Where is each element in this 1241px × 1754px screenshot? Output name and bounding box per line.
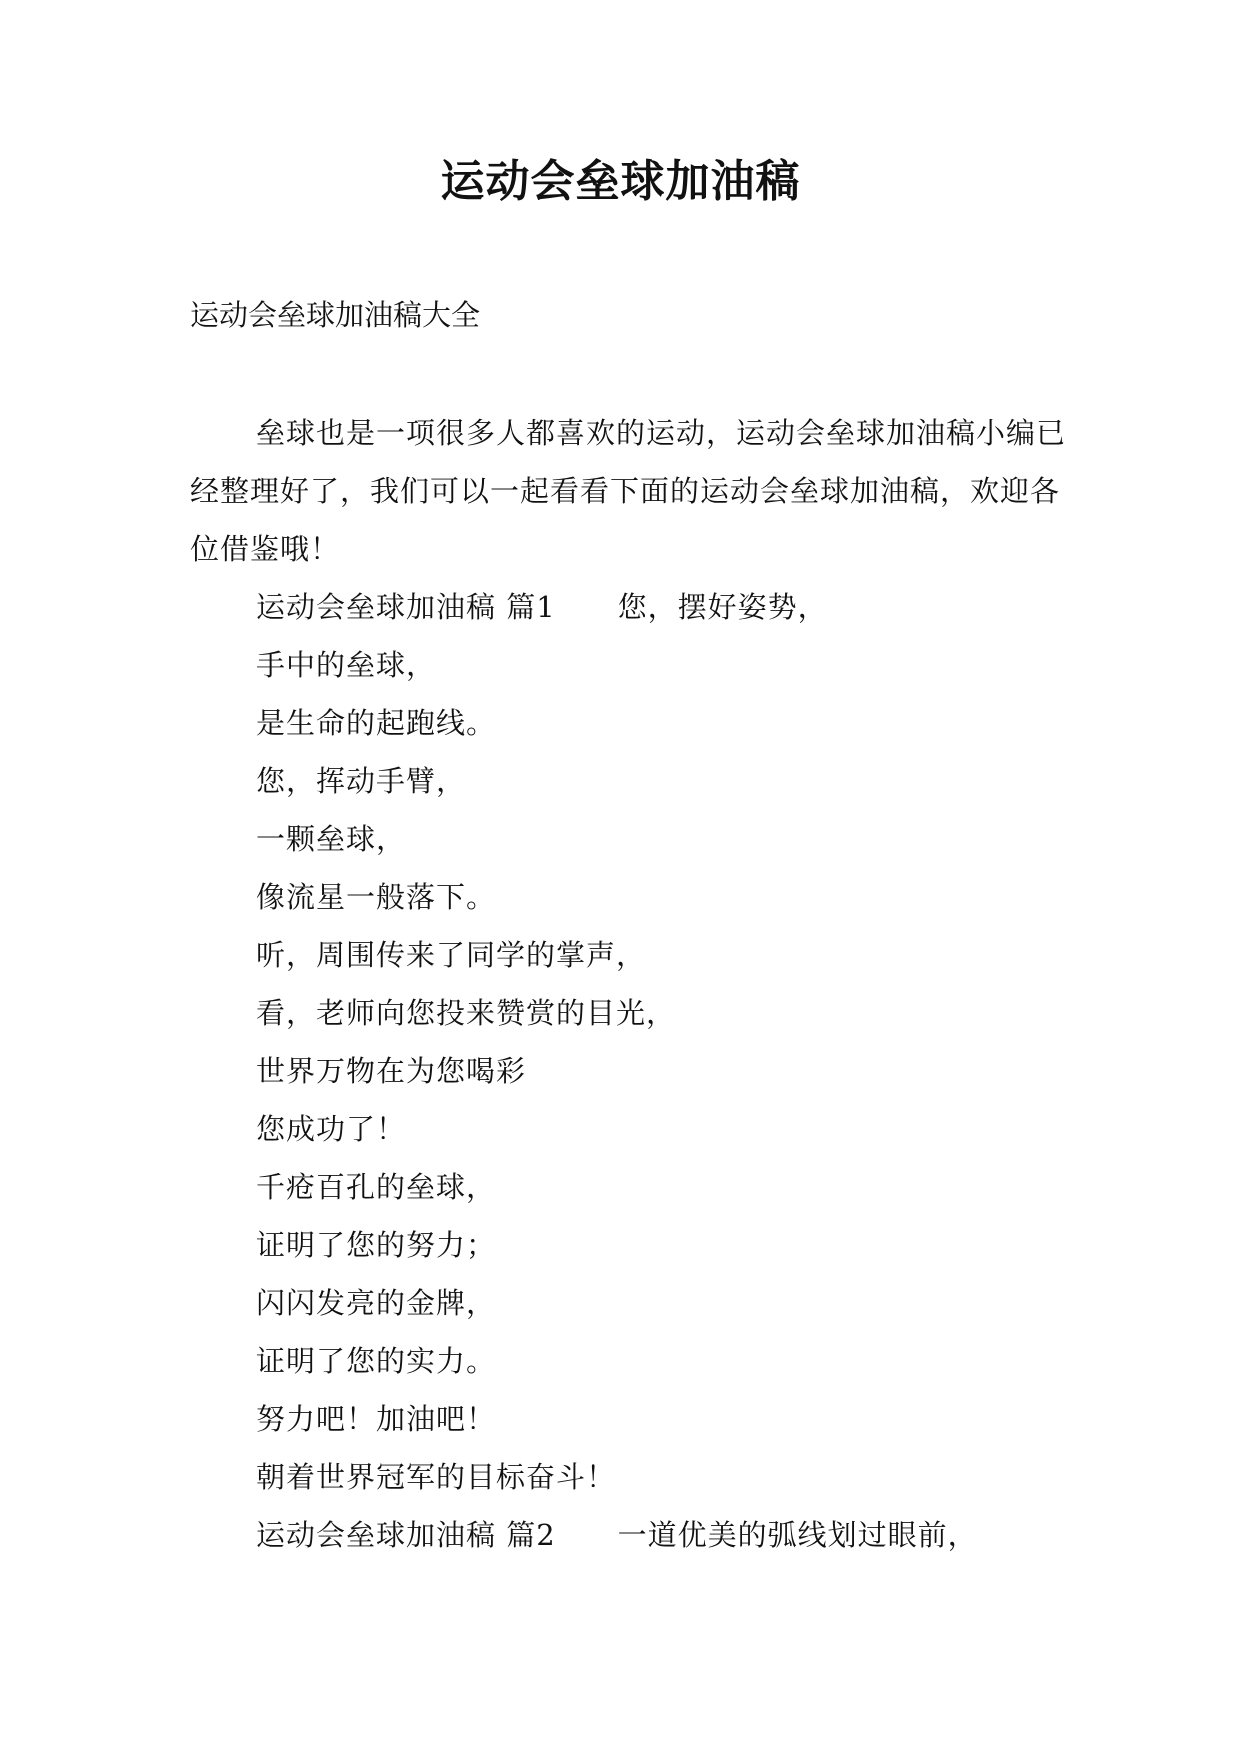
document-subtitle: 运动会垒球加油稿大全 (190, 298, 481, 332)
section-1-first-line: 您，摆好姿势， (617, 590, 828, 624)
poem-line: 千疮百孔的垒球， (256, 1170, 497, 1204)
poem-line: 像流星一般落下。 (256, 880, 497, 914)
poem-line: 证明了您的努力； (256, 1228, 497, 1262)
poem-line: 听，周围传来了同学的掌声， (256, 938, 647, 972)
poem-line: 证明了您的实力。 (256, 1344, 497, 1378)
article-body (256, 578, 978, 1564)
intro-paragraph: 垒球也是一项很多人都喜欢的运动，运动会垒球加油稿小编已经整理好了，我们可以一起看看下面的运动会垒球加油稿，欢迎各位借鉴哦！ (190, 416, 1067, 566)
poem-line: 努力吧！加油吧！ (256, 1402, 497, 1436)
document-title: 运动会垒球加油稿 (440, 156, 801, 207)
poem-line: 世界万物在为您喝彩 (256, 1054, 527, 1088)
section-1-line (256, 578, 978, 636)
poem-line: 手中的垒球， (256, 648, 437, 682)
section-2-first-line: 一道优美的弧线划过眼前， (617, 1518, 978, 1552)
poem-line: 闪闪发亮的金牌， (256, 1286, 497, 1320)
poem-line: 是生命的起跑线。 (256, 706, 497, 740)
poem-line: 一颗垒球， (256, 822, 407, 856)
section-2-heading: 运动会垒球加油稿 篇2 (256, 1518, 556, 1552)
poem-line: 您，挥动手臂， (256, 764, 467, 798)
poem-line: 看，老师向您投来赞赏的目光， (256, 996, 677, 1030)
section-2-line (256, 1506, 978, 1564)
poem-line: 朝着世界冠军的目标奋斗！ (256, 1460, 617, 1494)
section-1-heading: 运动会垒球加油稿 篇1 (256, 590, 556, 624)
poem-line: 您成功了！ (256, 1112, 407, 1146)
